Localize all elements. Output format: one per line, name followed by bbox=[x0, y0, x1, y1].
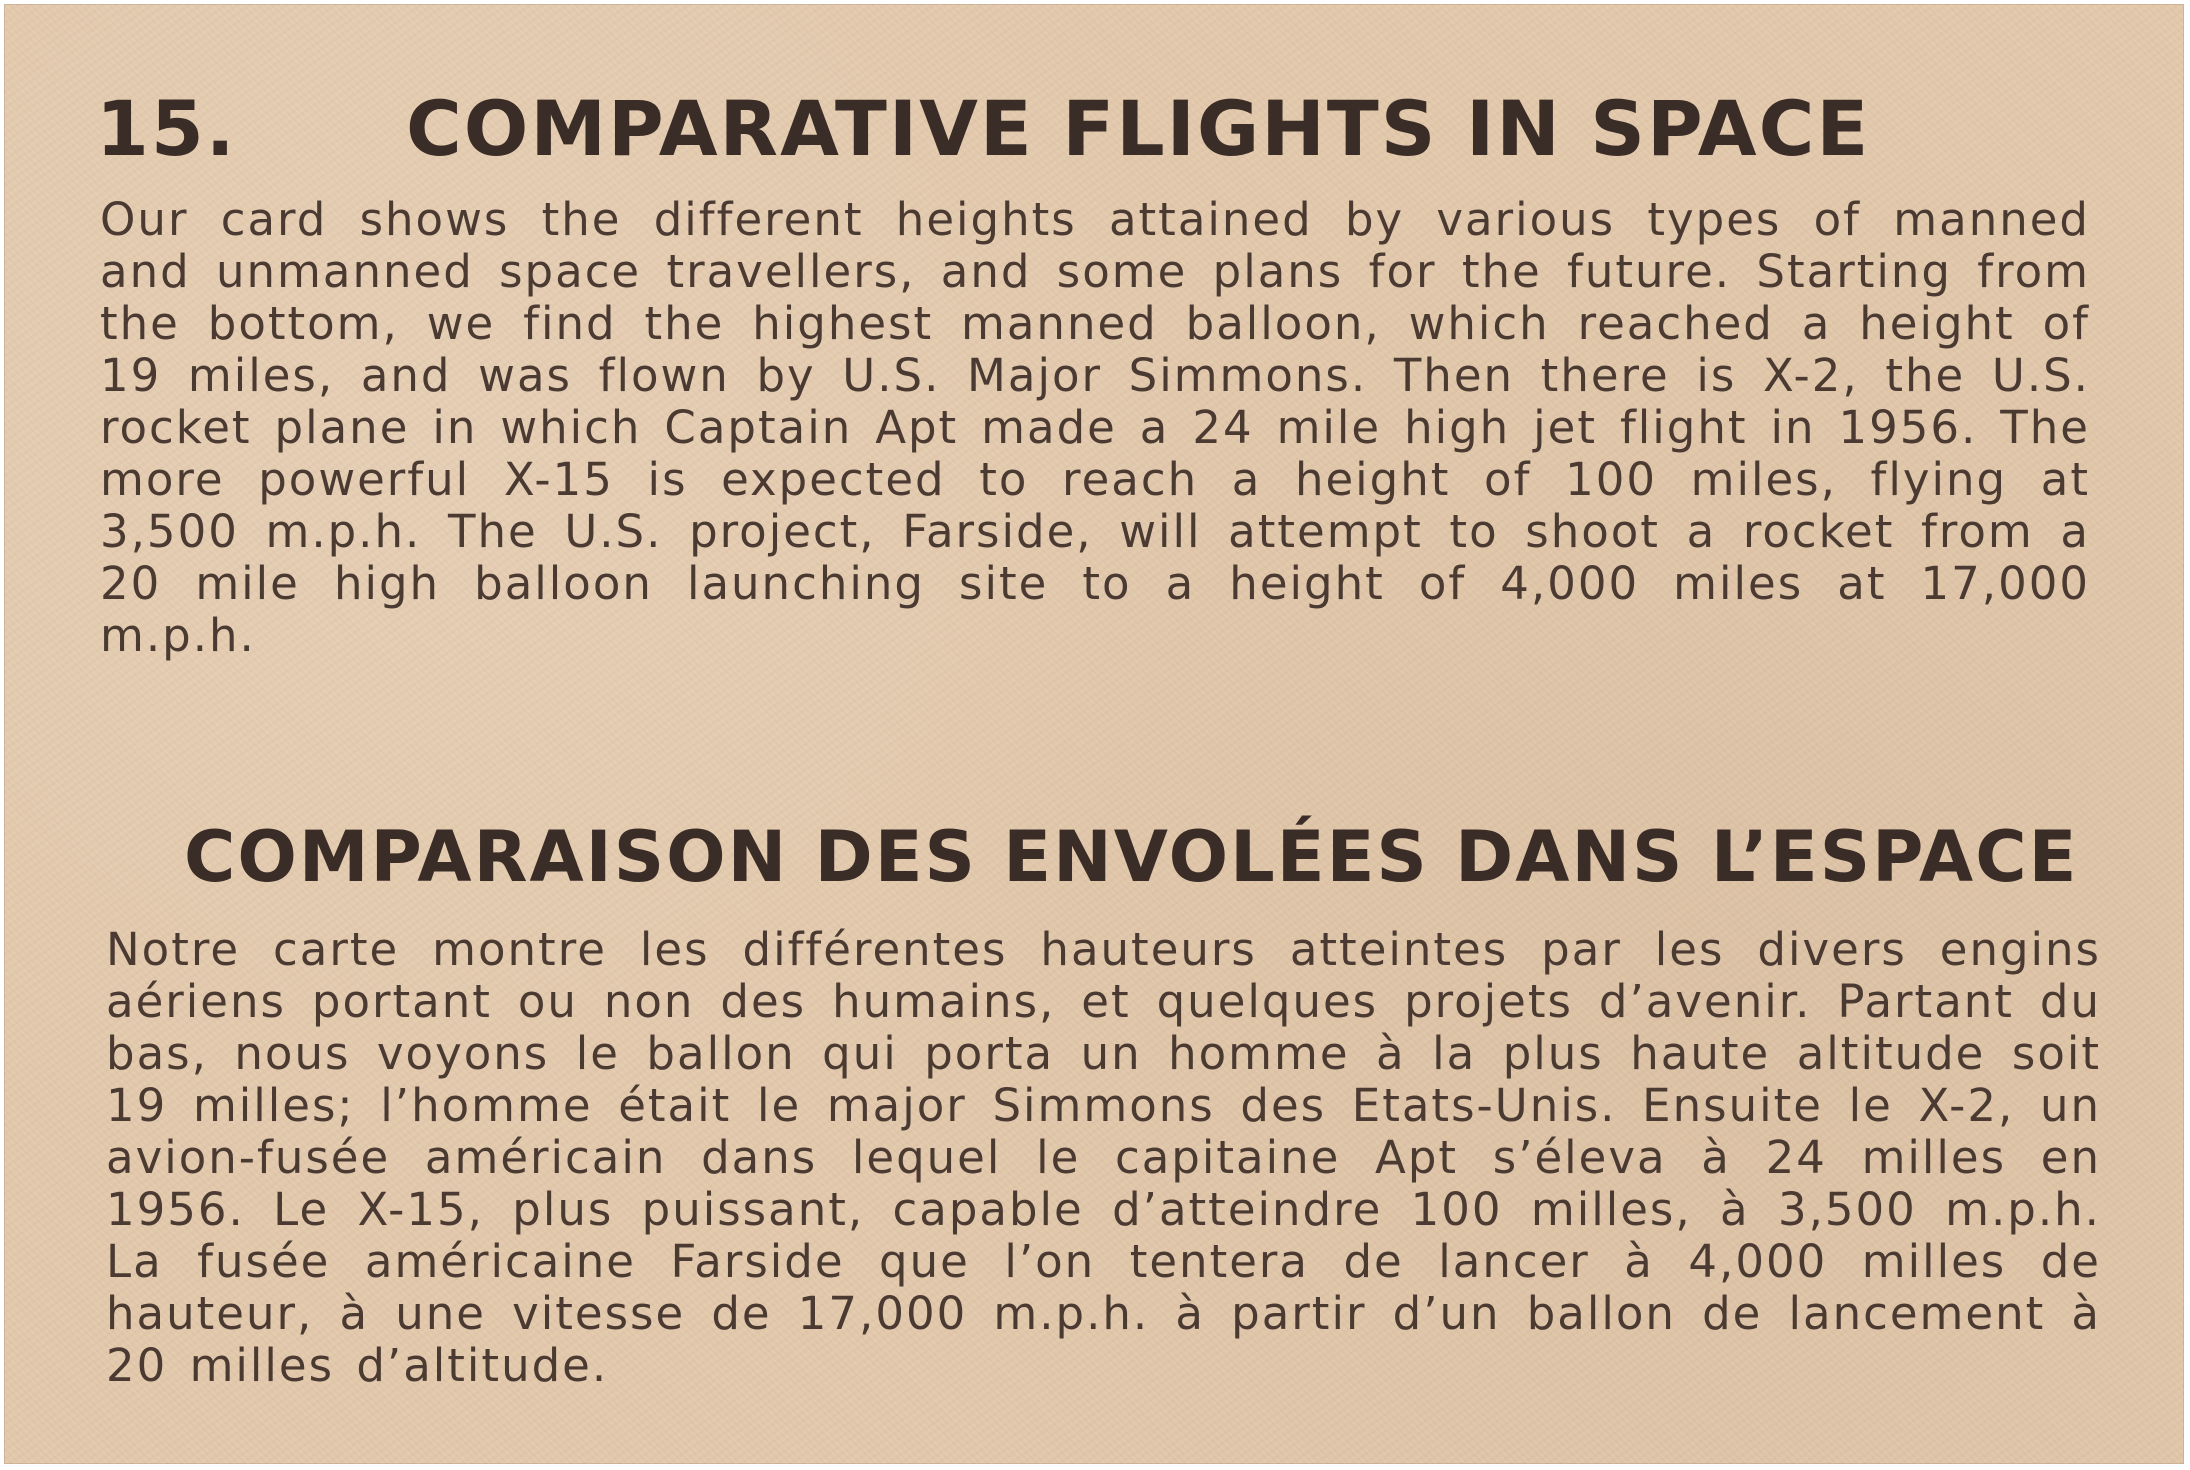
trading-card-back bbox=[4, 4, 2184, 1464]
english-body-text: Our card shows the different heights attained by various types of manned and unmanned space travellers, and some plans for the future. Starting from the bottom, we find the highest manned balloon, which reached a height of 19 miles, and was flown by U.S. Major Simmons. Then there is X-2, the U.S. rocket plane in which Captain Apt made a 24 mile high jet flight in 1956. The more powerful X-15 is expected to reach a height of 100 miles, flying at 3,500 m.p.h. The U.S. project, Farside, will attempt to shoot a rocket from a 20 mile high balloon launching site to a height of 4,000 miles at 17,000 m.p.h. bbox=[100, 193, 2090, 662]
english-title: COMPARATIVE FLIGHTS IN SPACE bbox=[406, 84, 1871, 173]
english-heading bbox=[96, 84, 2096, 174]
french-title: COMPARAISON DES ENVOLÉES DANS L’ESPACE bbox=[184, 816, 2079, 898]
french-body-text: Notre carte montre les différentes hauteurs atteintes par les divers engins aériens portant ou non des humains, et quelques projets d’avenir. Partant du bas, nous voyons le ballon qui porta un homme à la plus haute altitude soit 19 milles; l’homme était le major Simmons des Etats-Unis. Ensuite le X-2, un avion-fusée américain dans lequel le capitaine Apt s’éleva à 24 milles en 1956. Le X-15, plus puissant, capable d’atteindre 100 milles, à 3,500 m.p.h. La fusée américaine Farside que l’on tentera de lancer à 4,000 milles de hauteur, à une vitesse de 17,000 m.p.h. à partir d’un ballon de lancement à 20 milles d’altitude. bbox=[106, 923, 2101, 1392]
card-number: 15. bbox=[96, 84, 237, 173]
